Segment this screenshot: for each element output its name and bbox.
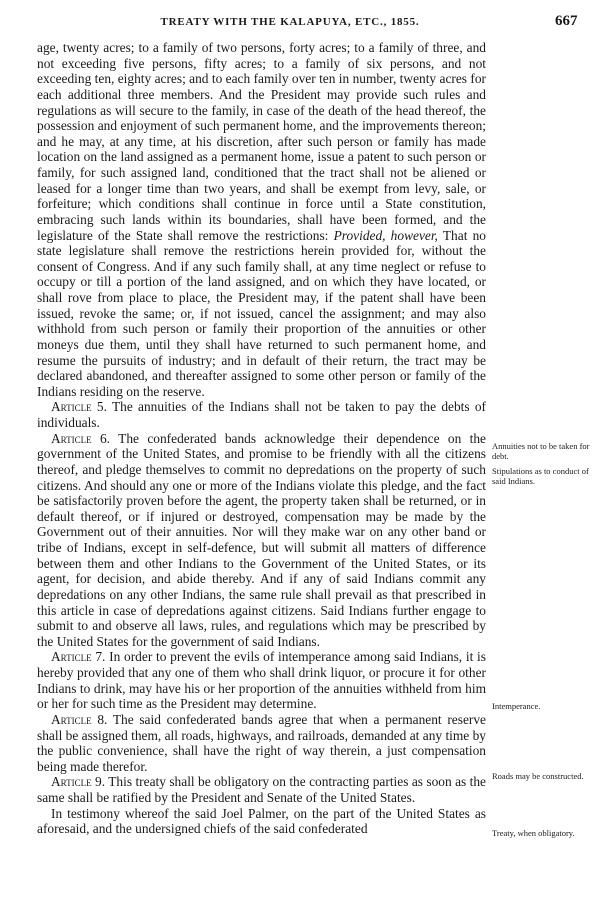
article-label: Article 6.	[51, 430, 111, 446]
paragraph-text: age, twenty acres; to a family of two persons, forty acres; to a family of three, and not exceeding five persons, fifty acres; to a family of six persons, and not exceeding ten, eighty acres; and to each family over ten in number, twenty acres for each additional three members. And the President may provide such rules and regulations as will secure to the family, in case of the death of the head thereof, the possession and enjoyment of such permanent home, and the improvements thereon; and he may, at any time, at his discretion, after such person or family has made location on the land assigned as a permanent home, issue a patent to such person or family, for such assigned land, conditioned that the tract shall not be aliened or leased for a longer time than two years, and shall be exempt from levy, sale, or forfeiture; which conditions shall continue in force until a State constitution, embracing such lands within its boundaries, shall have been formed, and the legislature of the State shall remove the restrictions:	[37, 40, 486, 243]
paragraph-text: That no state legislature shall remove the restrictions herein provided for, without the consent of Congress. And if any such family shall, at any time neglect or refuse to occupy or till a portion of the land assigned, and on which they have located, or shall rove from place to place, the President may, if the patent shall have been issued, revoke the same; or, if not issued, cancel the assignment; and may also withhold from such person or family their proportion of the annuities or other moneys due them, until they shall have returned to such permanent home, and resume the pursuits of industry; and in default of their return, the tract may be declared abandoned, and thereafter assigned to some other person or family of the Indians residing on the reserve.	[37, 227, 486, 399]
article-7	[37, 649, 486, 712]
proviso-italic: Provided, however,	[333, 227, 438, 243]
article-label: Article 9.	[51, 774, 106, 790]
article-text: This treaty shall be obligatory on the contracting parties as soon as the same shall be ratified by the President and Senate of the United States.	[37, 774, 486, 805]
article-text: The annuities of the Indians shall not be taken to pay the debts of individuals.	[37, 399, 487, 430]
article-8	[37, 712, 486, 775]
page-number: 667	[555, 13, 578, 29]
margin-note-stipulations: Stipulations as to conduct of said Indians.	[492, 466, 589, 486]
paragraph-continued	[37, 40, 486, 399]
article-9	[37, 774, 486, 805]
margin-note-treaty: Treaty, when obligatory.	[492, 828, 575, 838]
article-text: The said confederated bands agree that when a permanent reserve shall be assigned them, all roads, highways, and railroads, demanded at any time by the public convenience, shall have the right of way therein, a just compensation being made therefor.	[37, 711, 486, 774]
article-text: In order to prevent the evils of intemperance among said Indians, it is hereby provided that any one of them who shall drink liquor, or procure it for other Indians to drink, may have his or her proportion of the annuities withheld from him or her for such time as the President may determine.	[37, 649, 486, 712]
testimony-clause: In testimony whereof the said Joel Palmer, on the part of the United States as aforesaid, and the undersigned chiefs of the said confederated	[37, 805, 486, 837]
running-head: TREATY WITH THE KALAPUYA, ETC., 1855.	[160, 16, 420, 28]
article-6	[37, 431, 486, 650]
margin-note-intemperance: Intemperance.	[492, 701, 541, 711]
article-label: Article 5.	[51, 399, 107, 415]
article-label: Article 8.	[51, 711, 108, 727]
page-header	[0, 8, 600, 34]
treaty-text	[37, 40, 486, 837]
margin-note-annuities: Annuities not to be taken for debt.	[492, 441, 590, 461]
margin-note-roads: Roads may be constructed.	[492, 771, 584, 781]
article-text: The confederated bands acknowledge their dependence on the government of the United States, and promise to be friendly with all the citizens thereof, and pledge themselves to commit no depredations on the property of such citizens. And should any one or more of the Indians violate this pledge, and the fact be satisfactorily proven before the agent, the property taken shall be returned, or in default thereof, or if injured or destroyed, compensation may be made by the Government out of their annuities. Nor will they make war on any other band or tribe of Indians, except in self-defence, but will submit all matters of difference between them and other Indians to the Government of the United States, or its agent, for decision, and abide thereby. And if any of said Indians commit any depredations on any other Indians, the same rule shall prevail as that prescribed in this article in case of depredations against citizens. Said Indians further engage to submit to and observe all laws, rules, and regulations which may be prescribed by the United States for the government of said Indians.	[37, 430, 486, 649]
article-label: Article 7.	[51, 649, 106, 665]
article-5	[37, 399, 486, 430]
